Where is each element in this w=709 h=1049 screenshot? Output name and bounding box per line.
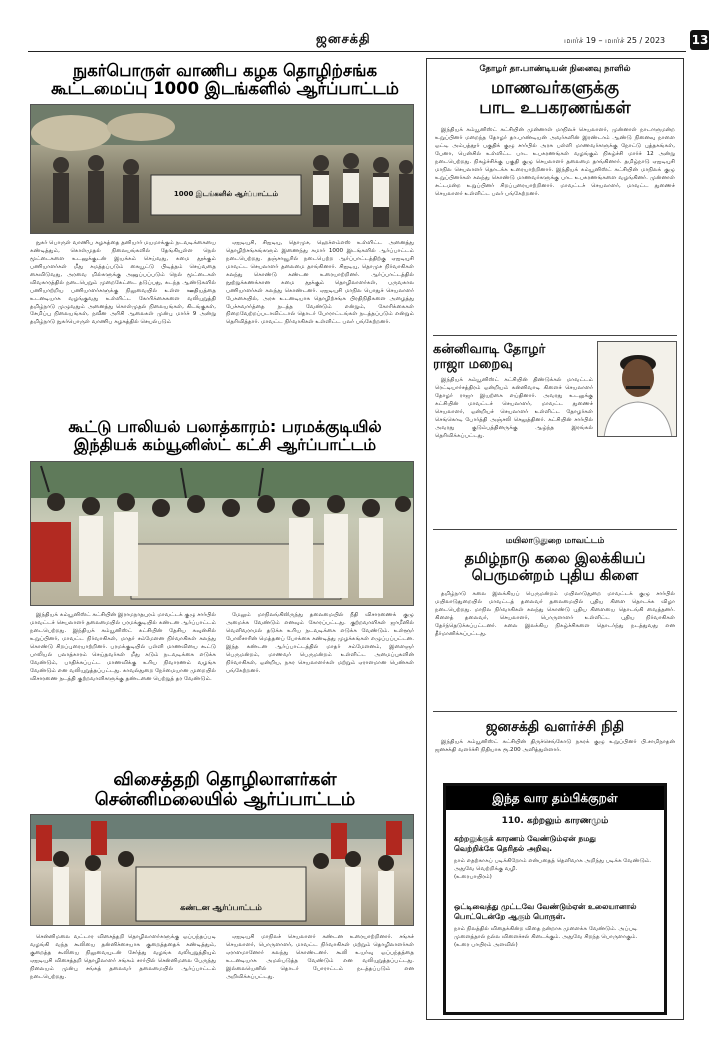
- protest-crowd-illustration: [31, 105, 414, 234]
- story1-column1: [30, 240, 216, 410]
- story1-photo: [30, 104, 414, 234]
- kural1-explanation: [454, 858, 658, 882]
- story3-headline-line2: சென்னிமலையில் ஆர்ப்பாட்டம்: [94, 789, 356, 811]
- obituary-body: [435, 377, 593, 443]
- story3-column2: [226, 934, 414, 1026]
- obituary-title: [433, 343, 595, 373]
- memorial-body: [435, 127, 675, 331]
- story1-headline-line2: கூட்டமைப்பு 1000 இடங்களில் ஆர்ப்பாட்டம்: [51, 79, 399, 99]
- arts-title-line1: தமிழ்நாடு கலை இலக்கியப்: [464, 551, 646, 567]
- page-number: 13: [690, 30, 709, 50]
- masthead: [28, 30, 709, 52]
- fund-title: ஜனசக்தி வளர்ச்சி நிதி: [485, 719, 625, 735]
- kural1: [454, 834, 658, 855]
- kural1-ref: (உரைபாயிரம்): [454, 873, 492, 880]
- obituary-text: இந்தியக் கம்யூனிஸ்ட் கட்சியின் திண்டுக்கல் மாவட்டம் ரெட்டியார்சத்திரம் ஒன்றியம் கன்னிவாடி கிளைச் செயலாளர் தோழர் ராஜா இயற்கை எய்தினார். அவரது உடலுக்கு கட்சியின் மாவட்டச் செயலாளர், மாவட்ட துணைச் செயலாளர், ஒன்றியச் செயலாளர் உள்ளிட்ட தோழர்கள் செங்கொடி போர்த்தி அஞ்சலி செலுத்தினர். கட்சியின் சார்பில் அவரது குடும்பத்தினருக்கு ஆழ்ந்த இரங்கல் தெரிவிக்கப்பட்டது.: [435, 377, 593, 439]
- story3-col2-text: ஏஐடியுசி மாநிலச் செயலாளர் கண்டன உரையாற்றினார். சங்கச் செயலாளர், பொருளாளர், மாவட்ட நிர்வாகிகள் மற்றும் தொழிலாளர்கள் ஏராளமானோர் கலந்து கொண்டனர். கூலி உயர்வு ஒப்பந்தத்தை உடனடியாக அமல்படுத்த வேண்டும் என வலியுறுத்தப்பட்டது. இல்லையெனில் தொடர் போராட்டம் நடத்தப்படும் என அறிவிக்கப்பட்டது.: [226, 934, 414, 980]
- arts-kicker: மயிலாடுதுறை மாவட்டம்: [505, 536, 605, 546]
- story3-col1-text: சென்னிமலை வட்டார விசைத்தறி தொழிலாளர்களுக்கு ஒப்பந்தப்படி வழங்கி வந்த கூலியை தன்னிச்சையாக குறைத்ததைக் கண்டித்தும், குறைத்த கூலியை நிலுவையுடன் சேர்த்து வழங்க வலியுறுத்தியும் ஏஐடியுசி விசைத்தறி தொழிலாளர் சங்கம் சார்பில் சென்னிமலை பேருந்து நிலையம் முன்பு சங்கத் தலைவர் தலைமையில் ஆர்ப்பாட்டம் நடைபெற்றது.: [30, 934, 216, 980]
- story2-column2: [226, 612, 414, 764]
- obituary-portrait: [597, 341, 677, 437]
- story1-col2-text: ஏஐடியுசி, சிஐடியு, தொமுச, ஹெச்எம்எஸ் உள்ளிட்ட அனைத்து தொழிற்சங்கங்களும் இணைந்து சுமார் 1000 இடங்களில் ஆர்ப்பாட்டம் நடைபெற்றது. தஞ்சாவூரில் நடைபெற்ற ஆர்ப்பாட்டத்திற்கு ஏஐடியுசி மாவட்ட செயலாளர் தலைமை தாங்கினார். சிஐடியு, தொமுச நிர்வாகிகள் கலந்து கொண்டு கண்டன உரையாற்றினர். ஆர்ப்பாட்டத்தில் நூற்றுக்கணக்கான சுமை தூக்கும் தொழிலாளர்கள், பருவகால பணியாளர்கள் கலந்து கொண்டனர். ஏஐடியுசி மாநில பொதுச் செயலாளர் பேசுகையில், அரசு உடனடியாக தொழிற்சங்க பிரதிநிதிகளை அழைத்து பேச்சுவார்த்தை நடத்த வேண்டும் என்றும், கோரிக்கைகள் நிறைவேற்றப்படாவிட்டால் தொடர் போராட்டங்கள் நடத்தப்படும் என்றும் தெரிவித்தார். மாவட்ட நிர்வாகிகள் உள்ளிட்ட பலர் பங்கேற்றனர்.: [226, 240, 414, 326]
- story1-banner-text: 1000 இடங்களில் ஆர்ப்பாட்டம்: [173, 190, 279, 198]
- issue-date: மார்ச் 19 – மார்ச் 25 / 2023: [564, 36, 666, 45]
- kural2: [454, 902, 658, 923]
- divider: [433, 335, 677, 336]
- kural-box: [443, 783, 667, 1015]
- obituary-title-line1: கன்னிவாடி தோழர்: [433, 342, 546, 357]
- story2-headline-line1: கூட்டு பாலியல் பலாத்காரம்: பரமக்குடியில்: [68, 417, 382, 436]
- story3-headline-line1: விசைத்தறி தொழிலாளர்கள்: [113, 769, 337, 790]
- person-portrait-icon: [598, 342, 677, 437]
- right-column: [426, 58, 684, 1020]
- kural2-line1: ஒட்டிவைத்து முட்டவே வேண்டும்ஏன் உலையானால்: [454, 902, 637, 911]
- story2-column1: [30, 612, 216, 764]
- story3-column1: [30, 934, 216, 1026]
- memorial-title-line2: பாட உபகரணங்கள்: [479, 97, 631, 118]
- arts-text: தமிழ்நாடு கலை இலக்கியப் பெருமன்றம் மயிலாடுதுறை மாவட்டக் குழு சார்பில் மயிலாடுதுறையில் மாவட்டத் தலைவர் தலைமையில் புதிய கிளை தொடக்க விழா நடைபெற்றது. மாநில நிர்வாகிகள் கலந்து கொண்டு புதிய கிளையை தொடங்கி வைத்தனர். கிளைத் தலைவர், செயலாளர், பொருளாளர் உள்ளிட்ட புதிய நிர்வாகிகள் தேர்ந்தெடுக்கப்பட்டனர். கலை இலக்கிய நிகழ்ச்சிகளை தொடர்ந்து நடத்துவது என தீர்மானிக்கப்பட்டது.: [435, 591, 675, 637]
- memorial-title-line1: மாணவர்களுக்கு: [490, 78, 620, 98]
- fund-body: [435, 739, 675, 773]
- kural1-line1: கற்றலுக்குக் காரணம் வேண்டும்ஏன் நமது: [454, 834, 596, 843]
- divider: [433, 529, 677, 530]
- arts-title-line2: பெருமன்றம் புதிய கிளை: [471, 567, 639, 584]
- story2-photo: [30, 461, 414, 606]
- story1-column2: [226, 240, 414, 410]
- arts-body: [435, 591, 675, 707]
- kural2-line2: பொட்டென்றே ஆகும் பொருள்.: [454, 912, 566, 922]
- divider: [433, 711, 677, 712]
- story3-photo: [30, 814, 414, 926]
- kural-banner: இந்த வார தம்பிக்குறள்: [446, 786, 664, 810]
- kural-chapter: 110. கற்றலும் காரணமும்: [501, 816, 609, 826]
- memorial-kicker: தோழர் தா.பாண்டியன் நினைவு நாளில்: [479, 64, 631, 74]
- story1-col1-text: நுகர் பொருள் வாணிப கழகத்தை தனியார் மயமாக்கும் நடவடிக்கையை கண்டித்தும், கொள்முதல் நிலையங்களில் தேங்கியுள்ள நெல் மூட்டைகளை உடனுக்குடன் இயக்கம் செய்வது, சுமை தூக்கும் பணியாளர்கள் மீது சுமத்தப்படும் கையூட்டு பிடித்தம் செய்வதை கைவிடுவது, அரவை மில்களுக்கு அனுப்பப்படும் நெல் மூட்டைகள் விவகாரத்தில் நடைபெறும் முறைகேட்டை தடுப்பது, கடந்த ஆண்டுகளில் பணியாற்றிய பணியாளர்களுக்கு நிலுவையில் உள்ள ஊதியத்தை உடனடியாக வழங்குவது உள்ளிட்ட கோரிக்கைகளை வலியுறுத்தி தமிழ்நாடு முழுவதும் அனைத்து கொள்முதல் நிலையங்கள், கிடங்குகள், சேமிப்பு நிலையங்கள், நவீன அரிசி ஆலைகள் முன்பு மார்ச் 9 அன்று தமிழ்நாடு நுகர்பொருள் வாணிப கழகத்தில் செயல்படும்: [30, 240, 216, 326]
- obituary-title-line2: ராஜா மறைவு: [433, 356, 513, 372]
- story2-headline-line2: இந்தியக் கம்யூனிஸ்ட் கட்சி ஆர்ப்பாட்டம்: [73, 434, 377, 454]
- kural2-expl: நாம் நிலத்தில் விதைக்கின்ற விதை நன்றாக முளைக்க வேண்டும். அப்படி முளைத்தால் நல்ல விளைச்சல் கிடைக்கும். அதுவே சிறந்த பொருளாகும்.: [454, 926, 638, 940]
- arts-title: [433, 551, 677, 584]
- story1-headline-line1: நுகர்பொருள் வாணிப கழக தொழிற்சங்க: [72, 61, 378, 80]
- story1-headline: [30, 62, 420, 99]
- story2-col1-text: இந்தியக் கம்யூனிஸ்ட் கட்சியின் இராமநாதபுரம் மாவட்டக் குழு சார்பில் மாவட்டச் செயலாளர் தலைமையில் பரமக்குடியில் கண்டன ஆர்ப்பாட்டம் நடைபெற்றது. இந்தியக் கம்யூனிஸ்ட் கட்சியின் தேசிய கவுன்சில் உறுப்பினர், மாவட்ட நிர்வாகிகள், மாதர் சம்மேளன நிர்வாகிகள் கலந்து கொண்டு சிறப்புரையாற்றினர். பரமக்குடியில் பள்ளி மாணவியை கூட்டு பாலியல் பலாத்காரம் செய்தவர்கள் மீது கடும் நடவடிக்கை எடுக்க வேண்டும், பாதிக்கப்பட்ட மாணவிக்கு உரிய நிவாரணம் வழங்க வேண்டும் என வலியுறுத்தப்பட்டது. காவல்துறை நேர்மையான முறையில் விசாரணை நடத்தி குற்றவாளிகளுக்கு தண்டனை பெற்றுத் தர வேண்டும்.: [30, 612, 216, 682]
- fund-text: இந்தியக் கம்யூனிஸ்ட் கட்சியின் திருச்செங்கோடு நகரக் குழு உறுப்பினர் பி.சாமிநாதன் ஜனசக்தி வளர்ச்சி நிதியாக ரூ.200 அளித்துள்ளார்.: [435, 739, 675, 753]
- story3-headline: [30, 770, 420, 810]
- story2-col2-text: மேலும் மாநிலங்கிலிருந்து தலைமையில் நீதி விசாரணைக் குழு அமைக்க வேண்டும் எனவும் கோரப்பட்டது. குற்றவாளிகள் ஜாமீனில் வெளிவராமல் தடுக்க உரிய நடவடிக்கை எடுக்க வேண்டும். உள்ளூர் போலீசாரின் மெத்தனப் போக்கை கண்டித்து முழக்கங்கள் எழுப்பப்பட்டன. இந்த கண்டன ஆர்ப்பாட்டத்தில் மாதர் சம்மேளனம், இளைஞர் பெருமன்றம், மாணவர் பெருமன்றம் உள்ளிட்ட அமைப்புகளின் நிர்வாகிகள், ஒன்றிய, நகர செயலாளர்கள் மற்றும் ஏராளமான பெண்கள் பங்கேற்றனர்.: [226, 612, 414, 674]
- memorial-text: இந்தியக் கம்யூனிஸ்ட் கட்சியின் முன்னாள் மாநிலச் செயலாளர், முன்னாள் நாடாளுமன்ற உறுப்பினர் மறைந்த தோழர் தா.பாண்டியன் அவர்களின் இரண்டாம் ஆண்டு நினைவு நாளை ஒட்டி அம்பத்தூர் பகுதிக் குழு சார்பில் அரசு பள்ளி மாணவர்களுக்கு நோட்டு புத்தகங்கள், பேனா, பென்சில் உள்ளிட்ட பாட உபகரணங்கள் வழங்கும் நிகழ்ச்சி மார்ச் 12 அன்று நடைபெற்றது. நிகழ்ச்சிக்கு பகுதி குழு செயலாளர் தலைமை தாங்கினார். தமிழ்நாடு ஏஐடியுசி மாநில செயலாளர் தொடக்க உரையாற்றினார். இந்தியக் கம்யூனிஸ்ட் கட்சியின் மாநிலக் குழு உறுப்பினர்கள் கலந்து கொண்டு மாணவர்களுக்கு பாட உபகரணங்களை வழங்கினர். முன்னாள் சட்டமன்ற உறுப்பினர் சிறப்புரையாற்றினார். மாவட்டச் செயலாளர், மாவட்ட துணைச் செயலாளர் உள்ளிட்ட பலர் பங்கேற்றனர்.: [435, 127, 675, 197]
- story2-headline: [30, 418, 420, 454]
- kural2-explanation: [454, 926, 658, 950]
- kural2-ref: (உரை பாயிரம் அளவில்): [454, 941, 518, 948]
- story3-banner-text: கண்டன ஆர்ப்பாட்டம்: [180, 903, 262, 912]
- memorial-title: [433, 79, 677, 118]
- kural1-line2: வெற்றிக்கே தெரிதல் அறிவு.: [454, 844, 552, 854]
- kural1-expl: நாம் எதற்காகப் படிக்கிறோம் என்பதைத் தெளிவாக அறிந்து படிக்க வேண்டும். அதுவே வெற்றிக்கு வழி.: [454, 858, 652, 872]
- protest-group-illustration: [31, 462, 414, 606]
- paper-name: ஜனசக்தி: [316, 32, 371, 47]
